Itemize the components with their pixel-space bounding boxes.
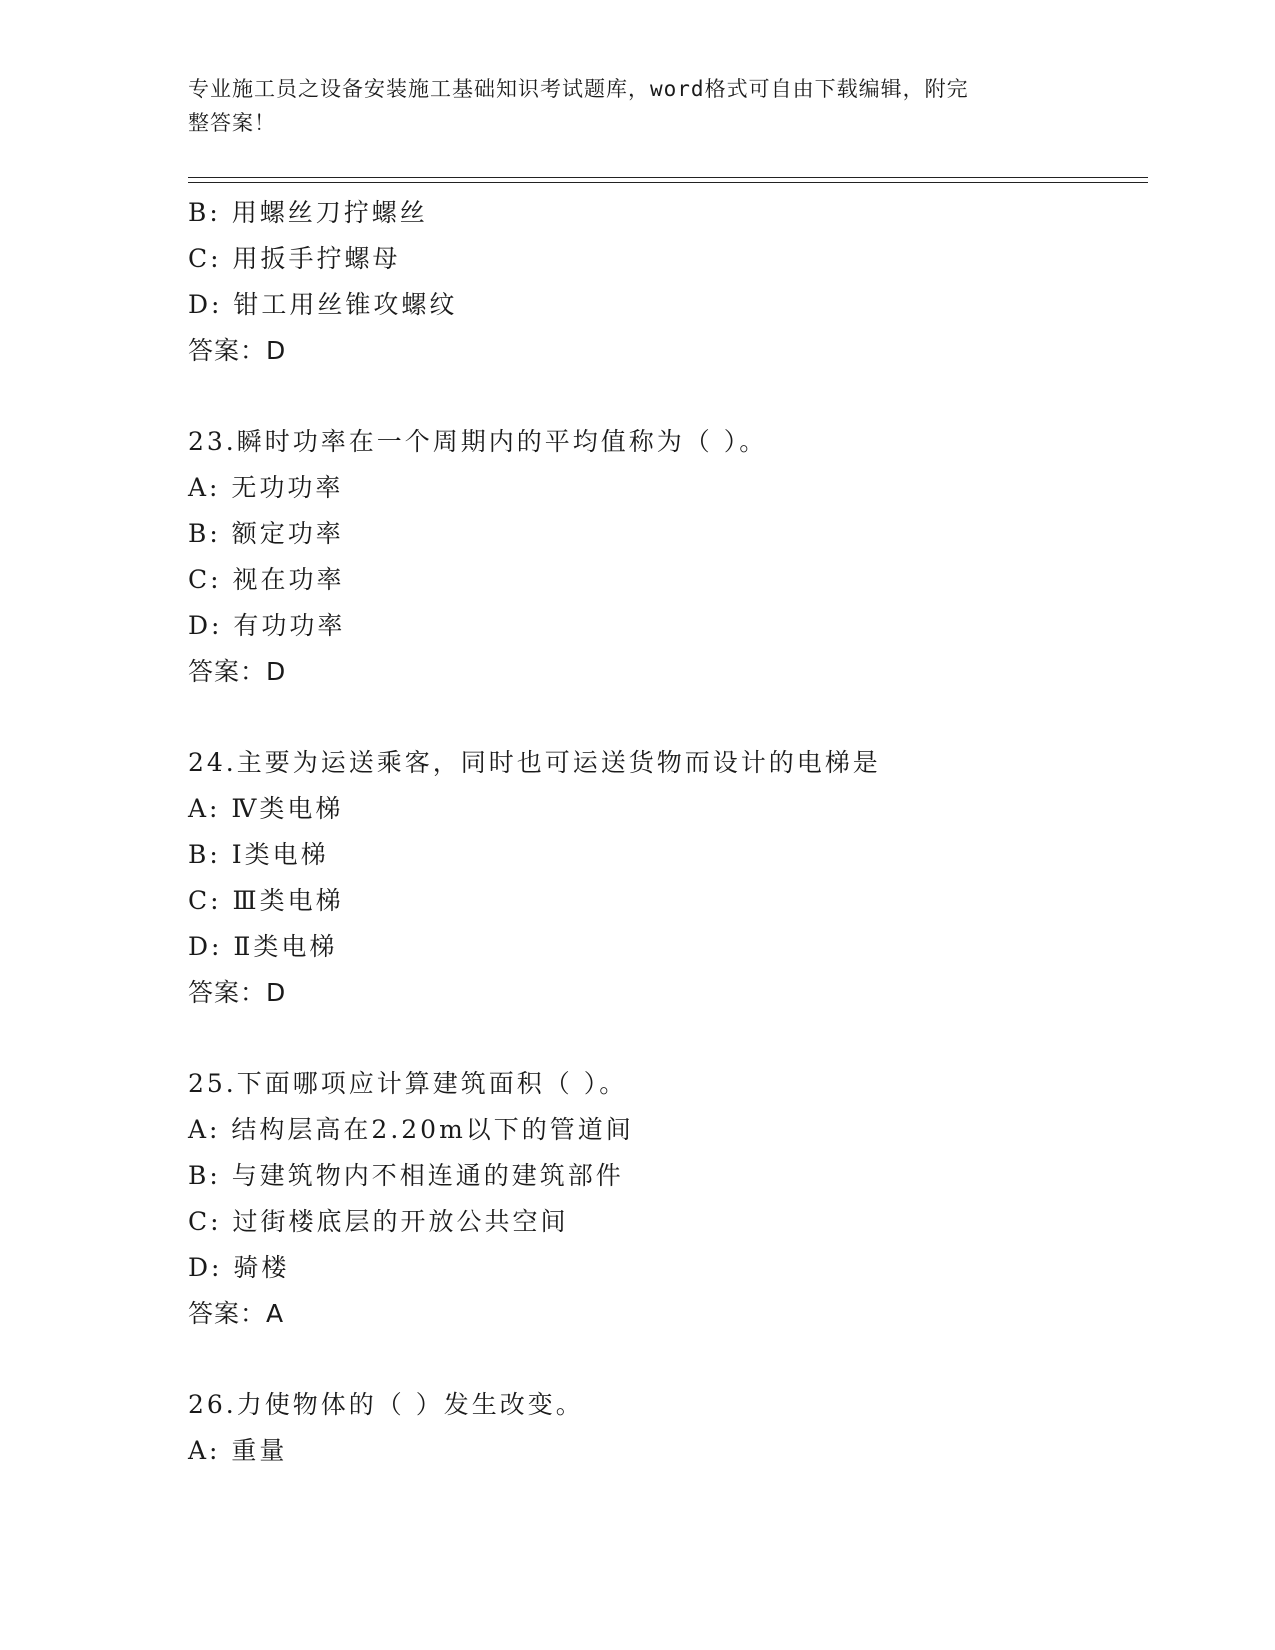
question-text: 26.力使物体的（ ）发生改变。 bbox=[188, 1390, 584, 1419]
option-d: D: Ⅱ类电梯 bbox=[188, 932, 338, 961]
answer: 答案：D bbox=[188, 978, 287, 1007]
answer: 答案：D bbox=[188, 336, 287, 365]
question-22-continued bbox=[188, 190, 1148, 374]
option-b: B: Ⅰ类电梯 bbox=[188, 840, 329, 869]
option-c: C: Ⅲ类电梯 bbox=[188, 886, 344, 915]
header-divider-top bbox=[188, 177, 1148, 178]
question-25 bbox=[188, 1061, 1148, 1337]
option-d: D: 钳工用丝锥攻螺纹 bbox=[188, 290, 458, 319]
option-c: C: 用扳手拧螺母 bbox=[188, 244, 401, 273]
option-a: A: 无功功率 bbox=[188, 473, 344, 502]
option-c: C: 过街楼底层的开放公共空间 bbox=[188, 1207, 569, 1236]
question-text: 24.主要为运送乘客，同时也可运送货物而设计的电梯是 bbox=[188, 748, 881, 777]
document-header bbox=[188, 72, 1058, 140]
option-d: D: 有功功率 bbox=[188, 611, 346, 640]
header-line-2: 整答案！ bbox=[188, 111, 276, 135]
option-b: B: 与建筑物内不相连通的建筑部件 bbox=[188, 1161, 624, 1190]
option-b: B: 用螺丝刀拧螺丝 bbox=[188, 198, 428, 227]
option-a: A: 结构层高在2.20m以下的管道间 bbox=[188, 1115, 634, 1144]
question-24 bbox=[188, 740, 1148, 1016]
answer: 答案：D bbox=[188, 657, 287, 686]
header-line-1: 专业施工员之设备安装施工基础知识考试题库，word格式可自由下载编辑，附完 bbox=[188, 77, 969, 101]
option-a: A: Ⅳ类电梯 bbox=[188, 794, 344, 823]
header-divider-bottom bbox=[188, 182, 1148, 183]
option-b: B: 额定功率 bbox=[188, 519, 344, 548]
option-c: C: 视在功率 bbox=[188, 565, 345, 594]
question-list bbox=[188, 190, 1148, 1474]
option-d: D: 骑楼 bbox=[188, 1253, 290, 1282]
option-a: A: 重量 bbox=[188, 1436, 288, 1465]
question-text: 25.下面哪项应计算建筑面积（ ）。 bbox=[188, 1069, 628, 1098]
answer: 答案：A bbox=[188, 1299, 285, 1328]
question-23 bbox=[188, 419, 1148, 695]
question-text: 23.瞬时功率在一个周期内的平均值称为（ ）。 bbox=[188, 427, 768, 456]
question-26 bbox=[188, 1382, 1148, 1474]
